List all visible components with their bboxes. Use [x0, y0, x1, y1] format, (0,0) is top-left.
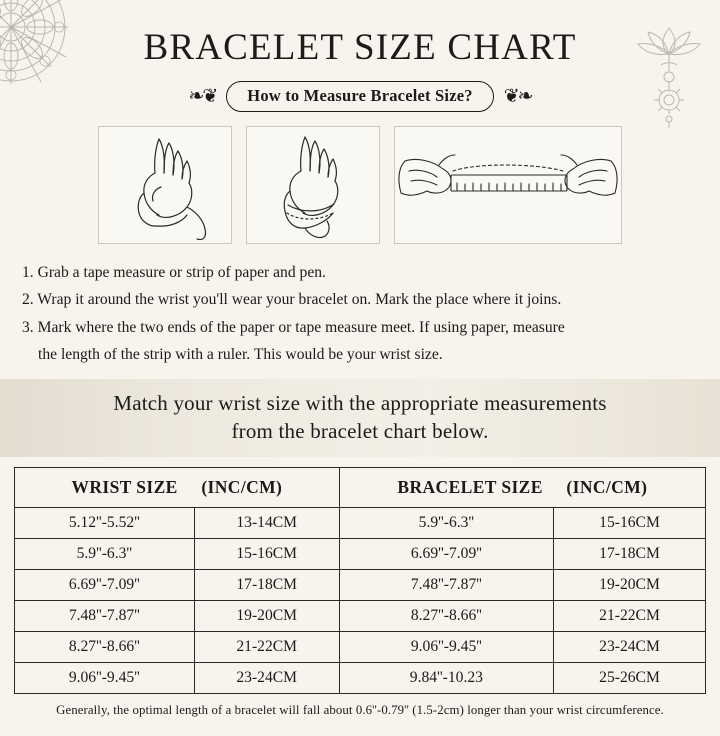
illustration-row — [0, 126, 720, 244]
bracelet-size-header-label: BRACELET SIZE — [397, 477, 543, 498]
table-row — [15, 539, 706, 570]
size-chart-table — [14, 467, 706, 694]
banner-line-1: Match your wrist size with the appropriate measurements — [113, 391, 607, 415]
footnote-text: Generally, the optimal length of a bracelet will fall about 0.6''-0.79'' (1.5-2cm) longer than your wrist circumference. — [56, 703, 664, 718]
bracelet-cm-cell: 21-22CM — [553, 601, 705, 632]
wrist-size-header — [15, 468, 340, 508]
page-title: BRACELET SIZE CHART — [143, 27, 577, 68]
match-size-banner — [0, 379, 720, 457]
bracelet-cm-cell: 23-24CM — [553, 632, 705, 663]
bracelet-inches-cell: 9.06''-9.45'' — [339, 632, 553, 663]
wrist-inches-cell: 6.69''-7.09'' — [15, 570, 195, 601]
bracelet-inches-cell: 9.84''-10.23 — [339, 663, 553, 694]
table-row — [15, 508, 706, 539]
table-row — [15, 663, 706, 694]
hands-measuring-strip-with-ruler-illustration — [394, 126, 622, 244]
instruction-step-2: 2. Wrap it around the wrist you'll wear your bracelet on. Mark the place where it joins. — [22, 291, 562, 309]
bracelet-cm-cell: 17-18CM — [553, 539, 705, 570]
flourish-left-icon: ❧❦ — [188, 86, 217, 107]
wrist-size-header-unit: (INC/CM) — [201, 477, 283, 498]
instruction-step-3: 3. Mark where the two ends of the paper or tape measure meet. If using paper, measure — [22, 318, 565, 336]
wrist-inches-cell: 9.06''-9.45'' — [15, 663, 195, 694]
bracelet-cm-cell: 15-16CM — [553, 508, 705, 539]
bracelet-cm-cell: 25-26CM — [553, 663, 705, 694]
wrist-cm-cell: 23-24CM — [194, 663, 339, 694]
subtitle-pill: How to Measure Bracelet Size? — [226, 81, 493, 112]
bracelet-inches-cell: 5.9''-6.3'' — [339, 508, 553, 539]
bracelet-inches-cell: 8.27''-8.66'' — [339, 601, 553, 632]
wrist-inches-cell: 5.12''-5.52'' — [15, 508, 195, 539]
bracelet-inches-cell: 6.69''-7.09'' — [339, 539, 553, 570]
subtitle-row — [0, 81, 720, 112]
wrist-cm-cell: 17-18CM — [194, 570, 339, 601]
wrist-cm-cell: 15-16CM — [194, 539, 339, 570]
wrist-cm-cell: 19-20CM — [194, 601, 339, 632]
wrist-cm-cell: 13-14CM — [194, 508, 339, 539]
wrist-inches-cell: 8.27''-8.66'' — [15, 632, 195, 663]
bracelet-cm-cell: 19-20CM — [553, 570, 705, 601]
wrist-size-header-label: WRIST SIZE — [71, 477, 178, 498]
hand-wrapping-wrist-illustration — [246, 126, 380, 244]
wrist-inches-cell: 5.9''-6.3'' — [15, 539, 195, 570]
hand-with-tape-measure-illustration — [98, 126, 232, 244]
instruction-step-1: 1. Grab a tape measure or strip of paper and pen. — [22, 264, 326, 281]
bracelet-size-header-unit: (INC/CM) — [566, 477, 648, 498]
table-row — [15, 601, 706, 632]
table-header-row — [15, 468, 706, 508]
bracelet-size-header — [339, 468, 705, 508]
instructions-list — [22, 260, 694, 367]
bracelet-inches-cell: 7.48''-7.87'' — [339, 570, 553, 601]
wrist-inches-cell: 7.48''-7.87'' — [15, 601, 195, 632]
instruction-step-3-cont: the length of the strip with a ruler. This would be your wrist size. — [38, 345, 443, 363]
banner-line-2: from the bracelet chart below. — [231, 419, 489, 444]
table-row — [15, 632, 706, 663]
wrist-cm-cell: 21-22CM — [194, 632, 339, 663]
flourish-right-icon: ❦❧ — [503, 86, 532, 107]
table-row — [15, 570, 706, 601]
